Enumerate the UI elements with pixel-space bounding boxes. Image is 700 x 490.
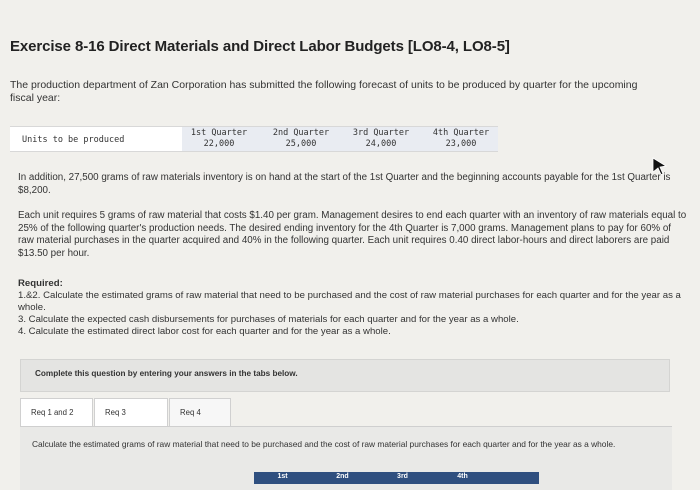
instructions-text: Complete this question by entering your answers in the tabs below. bbox=[35, 369, 298, 378]
answer-col-2nd: 2nd bbox=[336, 473, 349, 480]
requirements-paragraph: Each unit requires 5 grams of raw material that costs $1.40 per gram. Management desires to end each quarter with an inventory of raw materials equal to 25% of the following quarter's production needs. The desired ending inventory for the 4th Quarter is 7,000 grams. Management plans to pay for 60% of raw material purchases in the quarter acquired and 40% in the following quarter. Each unit requires 0.40 direct labor-hours and direct laborers are paid $13.50 per hour. bbox=[18, 210, 687, 259]
required-item-4: 4. Calculate the estimated direct labor cost for each quarter and for the year as a whole. bbox=[18, 326, 391, 337]
tab-req-1-and-2[interactable]: Req 1 and 2 bbox=[20, 398, 93, 426]
required-heading: Required: bbox=[18, 278, 63, 289]
units-forecast-table bbox=[10, 126, 498, 152]
quarter-3-header: 3rd Quarter bbox=[352, 128, 410, 138]
quarter-1-cell bbox=[182, 128, 256, 150]
answer-col-3rd: 3rd bbox=[397, 473, 408, 480]
required-item-1-2: 1.&2. Calculate the estimated grams of raw material that need to be purchased and the cost of raw material purchases for each quarter and for the year as a whole. bbox=[18, 290, 681, 313]
quarter-3-value: 24,000 bbox=[365, 139, 397, 149]
quarter-3-cell bbox=[344, 128, 418, 150]
quarter-4-value: 23,000 bbox=[445, 139, 477, 149]
quarter-1-header: 1st Quarter bbox=[190, 128, 248, 138]
quarter-2-value: 25,000 bbox=[285, 139, 317, 149]
instructions-box bbox=[20, 359, 670, 392]
tab-req-4[interactable]: Req 4 bbox=[169, 398, 231, 426]
quarter-1-value: 22,000 bbox=[203, 139, 235, 149]
quarter-2-cell bbox=[264, 128, 338, 150]
intro-text: The production department of Zan Corporation has submitted the following forecast of units to be produced by quarter for the upcoming fiscal year: bbox=[10, 79, 638, 104]
answer-col-4th: 4th bbox=[457, 473, 468, 480]
quarter-2-header: 2nd Quarter bbox=[272, 128, 330, 138]
required-section bbox=[18, 278, 688, 338]
inventory-paragraph: In addition, 27,500 grams of raw materials inventory is on hand at the start of the 1st Quarter and the beginning accounts payable for the 1st Quarter is $8,200. bbox=[18, 172, 671, 196]
quarter-4-cell bbox=[424, 128, 498, 150]
tab-req-3[interactable]: Req 3 bbox=[94, 398, 168, 426]
units-row-label: Units to be produced bbox=[22, 135, 125, 145]
panel-instruction-text: Calculate the estimated grams of raw material that need to be purchased and the cost of raw material purchases for each quarter and for the year as a whole. bbox=[32, 439, 616, 449]
exercise-title: Exercise 8-16 Direct Materials and Direct Labor Budgets [LO8-4, LO8-5] bbox=[10, 38, 510, 55]
required-item-3: 3. Calculate the expected cash disbursements for purchases of materials for each quarter and for the year as a whole. bbox=[18, 314, 519, 325]
quarter-4-header: 4th Quarter bbox=[432, 128, 490, 138]
answer-table-header bbox=[254, 472, 539, 484]
answer-col-1st: 1st bbox=[277, 473, 288, 480]
